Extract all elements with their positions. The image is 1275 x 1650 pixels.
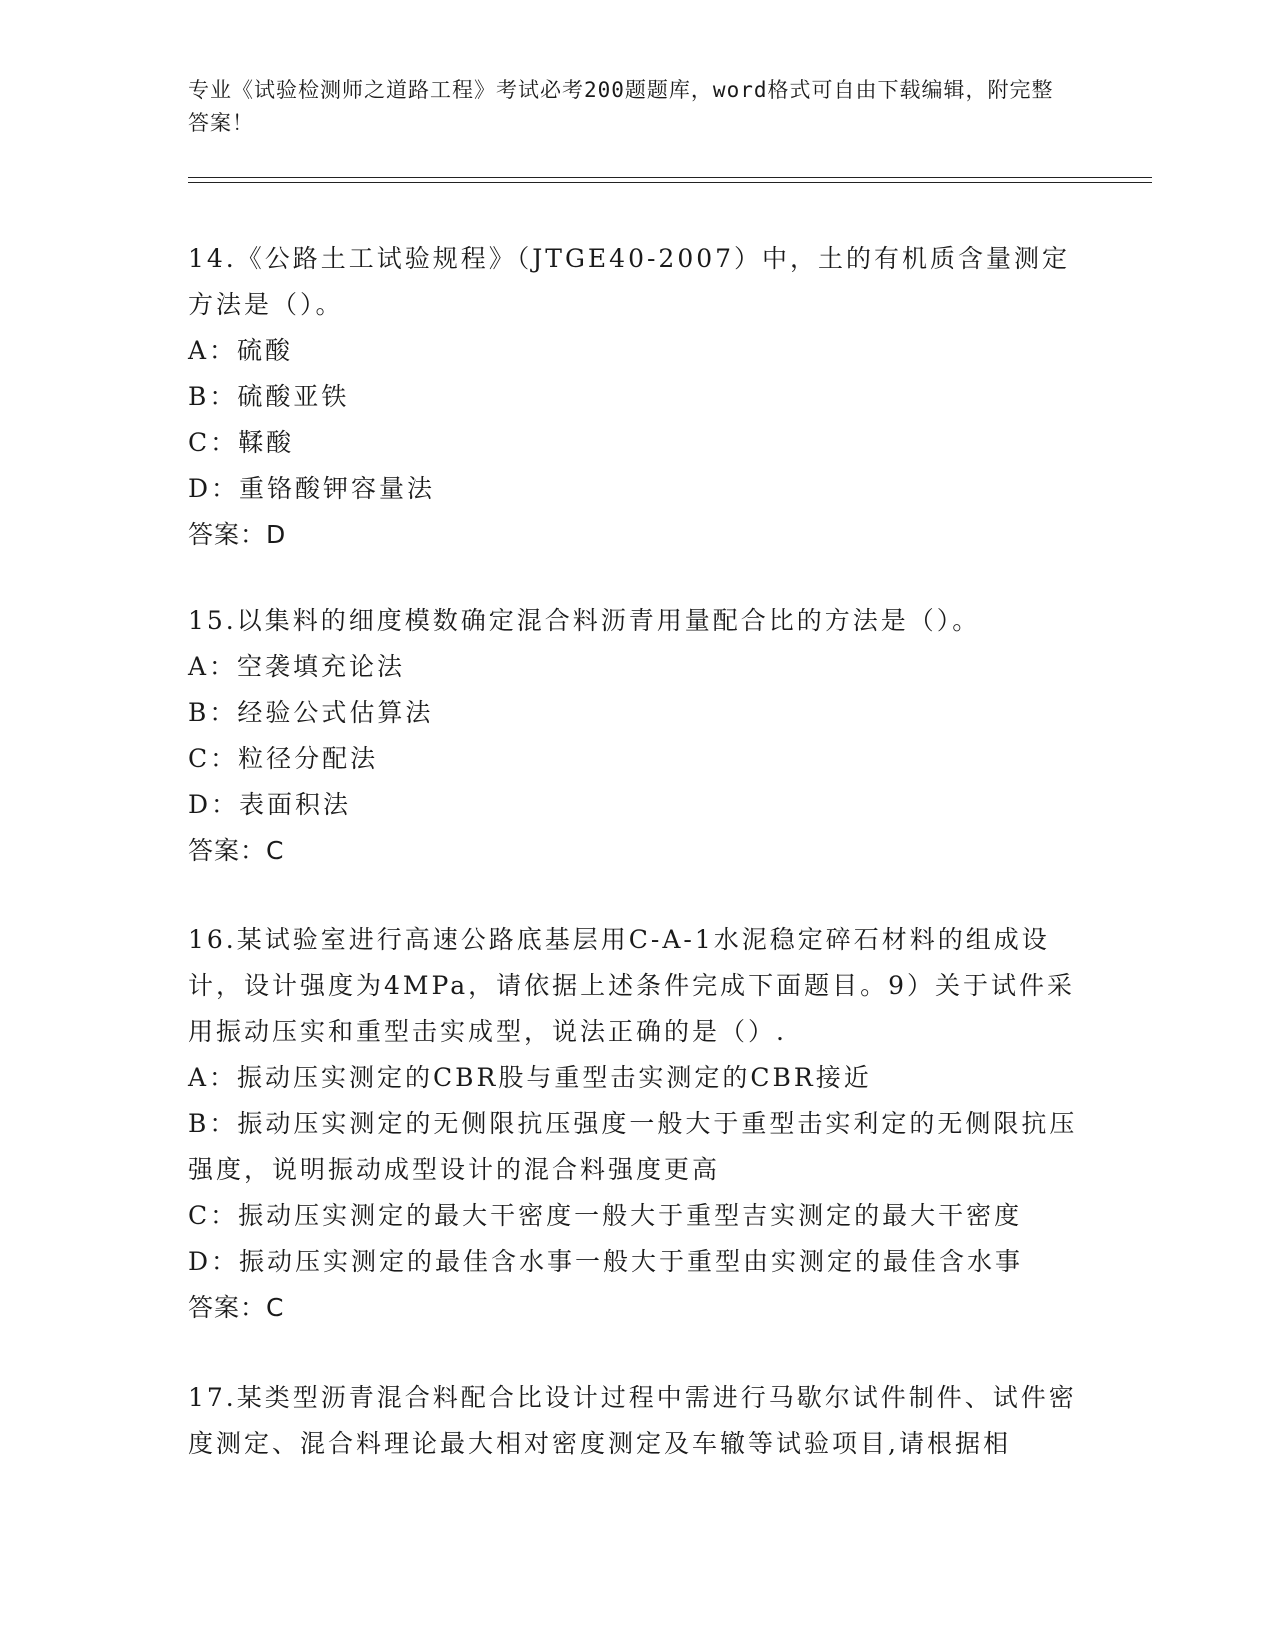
option-c: C：粒径分配法	[188, 744, 379, 773]
question-stem: 14.《公路土工试验规程》（JTGE40-2007）中，土的有机质含量测定方法是（）。	[188, 244, 1071, 319]
option-a: A：硫酸	[188, 336, 294, 365]
question-14	[188, 236, 1083, 558]
option-d: D：表面积法	[188, 790, 352, 819]
option-d: D：重铬酸钾容量法	[188, 474, 436, 503]
answer: 答案：C	[188, 1293, 285, 1322]
question-17	[188, 1375, 1083, 1467]
header-divider-top	[188, 177, 1152, 178]
option-a: A：空袭填充论法	[188, 652, 406, 681]
question-stem: 17.某类型沥青混合料配合比设计过程中需进行马歇尔试件制件、试件密度测定、混合料理论最大相对密度测定及车辙等试验项目,请根据相	[188, 1383, 1077, 1458]
option-b: B：硫酸亚铁	[188, 382, 350, 411]
question-16	[188, 917, 1083, 1331]
option-b: B：振动压实测定的无侧限抗压强度一般大于重型击实利定的无侧限抗压强度，说明振动成型设计的混合料强度更高	[188, 1109, 1078, 1184]
option-a: A：振动压实测定的CBR股与重型击实测定的CBR接近	[188, 1063, 872, 1092]
question-stem: 16.某试验室进行高速公路底基层用C-A-1水泥稳定碎石材料的组成设计，设计强度为4MPa，请依据上述条件完成下面题目。9）关于试件采用振动压实和重型击实成型，说法正确的是（）.	[188, 925, 1076, 1046]
answer: 答案：D	[188, 520, 287, 549]
question-15	[188, 598, 1083, 874]
option-d: D：振动压实测定的最佳含水事一般大于重型由实测定的最佳含水事	[188, 1247, 1024, 1276]
option-c: C：鞣酸	[188, 428, 295, 457]
option-c: C：振动压实测定的最大干密度一般大于重型吉实测定的最大干密度	[188, 1201, 1023, 1230]
answer: 答案：C	[188, 836, 285, 865]
option-b: B：经验公式估算法	[188, 698, 434, 727]
header-divider-bottom	[188, 182, 1152, 183]
document-header: 专业《试验检测师之道路工程》考试必考200题题库，word格式可自由下载编辑，附完整答案！	[188, 78, 1054, 135]
question-stem: 15.以集料的细度模数确定混合料沥青用量配合比的方法是（）。	[188, 606, 981, 635]
